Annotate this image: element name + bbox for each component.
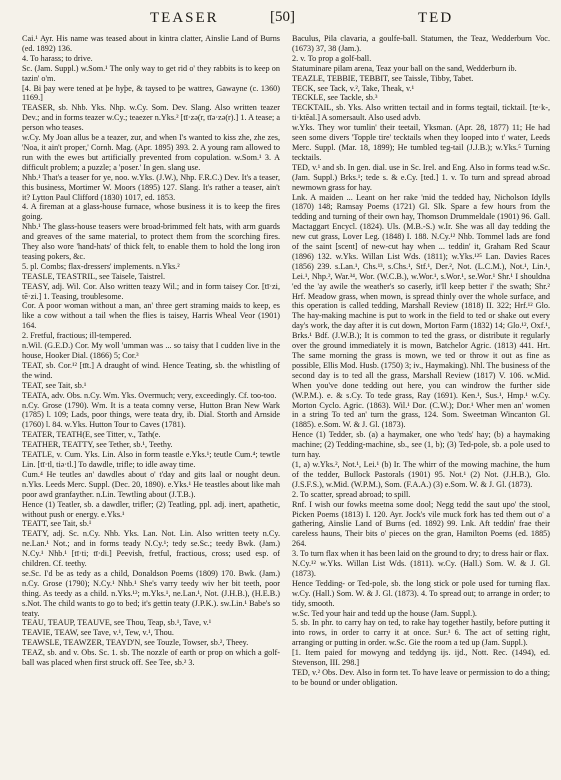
dictionary-entry: TECKLE, see Tackle, sb.³ [292,93,378,103]
dictionary-entry: TED, v.² Obs. Dev. Also in form tet. To have leave or permission to do a thing; to be bound or under obligation. [292,668,550,687]
dictionary-entry: Cor. A poor woman without a man, an' three gert straming maids to keep, es like a cow without a tail when the flies is taisey, Harris Wheal Veor (1901) 164. [22,301,280,331]
dictionary-entry: TEATA, adv. Obs. n.Cy. Wm. Yks. Overmuch; very, exceedingly. Cf. too-too. [22,390,277,400]
page-number: [50] [270,9,295,25]
dictionary-entry: 5. pl. Combs; flax-dressers' implements. n.Yks.² [22,261,180,271]
dictionary-entry: Hence (1) Tedder, sb. (a) a haymaker, one who 'teds' hay; (b) a haymaking machine; (2) Tedding-machine, sb., see (1, b); (3) Ted-pole, sb. a pole used to turn hay. [292,430,550,460]
left-column [22,34,280,774]
dictionary-entry: Statuminare pilam arena, Teaz your ball on the sand, Wedderburn ib. [292,63,517,73]
dictionary-entry: TEATER, TEATH(E, see Titter, v., Tath(e. [22,430,161,440]
right-column [292,34,550,774]
running-headword-left: TEASER [150,10,219,26]
dictionary-entry: n.Cy. Grose (1790). Wm. It is a teata comny verse, Hutton Bran New Wark (1785) l. 109; Lads, poor things, were teata dry, ib. Dial. Storth and Arnside (1760) l. 84. w.Yks. Hutton Tour to Caves (1781). [22,400,280,430]
dictionary-entry: TEASLE, TEASTRIL, see Taisele, Taistrel. [22,271,166,281]
dictionary-entry: w.Yks. They wor tumlin' their teetail, Yksman. (Apr. 28, 1877) 11; He had seen some divers 'Topple tire' tecktails when they looped into t' water, Leeds Merc. Suppl. (Mar. 18, 1899); He tumbled teg-tail (J.J.B.); w.Yks.⁵ Turning tecktails. [292,123,550,162]
dictionary-entry: TEAVIE, TEAW, see Tave, v.¹, Tew, v.¹, Thou. [22,628,174,638]
dictionary-entry: Nhb.¹ The glass-house teasers were broad-brimmed felt hats, with arm guards and greaves of the same material, to protect them from the scorching fires. They also wore 'hand-hats' of thick felt, to enable them to hold the long iron teasing pokers, &c. [22,222,280,261]
dictionary-entry: Hence Tedding- or Ted-pole, sb. the long stick or pole used for turning flax. w.Cy. (Hall.) Som. W. & J. Gl. (1873). 4. To spread out; to arrange in order; to tidy, smooth. [292,578,550,608]
dictionary-entry: TEAU, TEAUP, TEAUVE, see Thou, Teap, sb.¹, Tave, v.¹ [22,618,212,628]
dictionary-entry: 4. To harass; to drive. [22,53,93,63]
dictionary-entry: N.Cy.¹² w.Yks. Willan List Wds. (1811). w.Cy. (Hall.) Som. W. & J. Gl. (1873). [292,559,550,578]
dictionary-entry: Cum.⁴ He teutles an' dawdles about o' t'day and gits laal or nought deun. n.Yks. Leeds Merc. Suppl. (Dec. 20, 1890). e.Yks.¹ He teastles about like mah poor awd granfayther. n.Lin. Tewtling about (J.T.B.). [22,469,280,499]
dictionary-entry: Sc. (Jam. Suppl.) w.Som.¹ The only way to get rid o' they rabbits is to keep on tazin' o'm. [22,63,280,83]
dictionary-entry: TEASER, sb. Nhb. Yks. Nhp. w.Cy. Som. Dev. Slang. Also written teazer Dev.; and in forms teazer w.Cy.; teaezer n.Yks.² [tī·zə(r, tīə·zə(r).] 1. A tease; a person who teases. [22,103,280,133]
dictionary-entry: TEAZLE, TEBBIE, TEBBIT, see Taissle, Tibby, Tabet. [292,73,474,83]
dictionary-entry: Cai.¹ Ayr. His name was teased about in kintra clatter, Ainslie Land of Burns (ed. 1892) 136. [22,34,280,53]
dictionary-entry: w.Cy. My Joan allus be a teazer, zur, and when I's wanted to kiss zhe, zhe zes, 'Noa, it ain't proper,' Cornh. Mag. (Apr. 1895) 393. 2. A young ram allowed to run with the ewes but artificially prevented from copulation. w.Som.¹ 3. A difficult problem; a puzzle; a 'poser.' In gen. slang use. [22,133,280,172]
dictionary-entry: TEAZ, sb. and v. Obs. Sc. 1. sb. The nozzle of earth or prop on which a golf-ball was placed when first struck off. See Tee, sb.² 3. [22,648,280,668]
dictionary-entry: w.Sc. Ted your hair and tedd up the house (Jam. Suppl.). [292,608,477,618]
dictionary-entry: Baculus, Pila clavaria, a goulfe-ball. Statumen, the Teaz, Wedderburn Voc. (1673) 37, 38 (Jam.). [292,34,550,53]
dictionary-entry: Lnk. A maiden ... Leant on her rake 'mid the tedded hay, Nicholson Idylls (1870) 148; Ramsay Poems (1721) Gl. Slk. Spare a few hours from the tedding and turning of their own hay, Thomson Drummeldale (1901) 96. Gall. Mactaggart Encycl. (1824). Uls. (M.B.-S.) w.Ir. She was all day tedding the new cut grass, Lover Leg. (1848) I. 188. N.Cy.¹² Nhb. Tommel lads are fond of the saint [scent] of new-cut hay when ... teddin' it, Graham Red Scaur (1896) 132. w.Yks. Willan List Wds. (1811); w.Yks.¹²⁵ Lan. Davies Races (1856) 239. s.Lan.¹, Chs.¹³, s.Chs.¹, Stf.¹, Der.², Not. (L.C.M.), Not.¹, Lin.¹, Lei.¹, Nhp.², War.³⁴, Wor. (W.C.B.), w.Wor.¹, s.Wor.¹, se.Wor.¹ Shr.¹ I shouldna 'ed the 'ay awile the weather's so caserly, it'll keep better i' the swath; Shr.² Hrf. Meadow grass, when mown, is spread thinly over the whole surface, and this operation is called tedding, Marshall Review (1818) II. 322; Hrf.¹² Glo. The hay-making machine is put to work in the field to ted or shake out every day's work, the day after it is cut down, Morton Farm (1832) 14; Glo.¹², Oxf.¹, Brks.¹ Bdf. (J.W.B.); It is common to ted the grass, or distribute it regularly over the ground immediately it is mown, Batchelor Agric. (1813) 441. Hrt. The same morning the grass is mown, we ted or throw it out as fine as possible, Ellis Mod. Husb. (1750) 3; iv., Haymaking). Nhl. The business of the second day is to ted all the grass, Marshall Review (1817) V. 106. w.Mid. When you've done tedding out here, you can windrow the further side (W.P.M.). e. & s.Cy. To tede grass, Ray (1691). Ken.¹, Sus.¹, Hmp.¹ w.Cy. Morton Cyclo. Agric. (1863). Wil.¹ Dor. (C.W.); Dor.¹ Wher men an' women in a string To ted an' turn the grass, 124. Som. Sweetman Wincanton Gl. (1885). e.Som. W. & J. Gl. (1873). [292,192,550,430]
dictionary-entry: TECK, see Tack, v.², Take, Theak, v.¹ [292,83,415,93]
dictionary-entry: 3. To turn flax when it has been laid on the ground to dry; to dress hair or flax. [292,549,549,559]
dictionary-entry: TEAWSLE, TEAWZER, TEAYD'N, see Touzle, Towser, sb.², Theey. [22,638,249,648]
dictionary-entry: TEATLE, v. Cum. Yks. Lin. Also in form teastle e.Yks.¹; teutle Cum.⁴; tewtle Lin. [tī·tl, tiə·tl.] To dawdle, trifle; to idle away time. [22,450,280,469]
dictionary-entry: Nhb.¹ That's a teaser for ye, noo. w.Yks. (J.W.), Nhp. F.R.C.) Dev. It's a teaser, this business, Mortimer W. Moors (1895) 127. Slang. It's rather a teaser, ain't it? Lytton Paul Clifford (1830) 1017, ed. 1853. [22,172,280,202]
running-headword-right: TED [418,10,454,26]
dictionary-entry: TEATT, see Tait, sb.¹ [22,519,92,529]
dictionary-entry: 2. v. To prop a golf-ball. [292,53,372,63]
dictionary-entry: TECKTAIL, sb. Yks. Also written tectail and in forms tegtail, ticktail. [te·k-, ti·ktēal.] A somersault. Also used advb. [292,103,550,123]
dictionary-entry: n.Wil. (G.E.D.) Cor. My woll 'umman was ... so taisy that I cudden live in the house, Hooker Dial. (1866) 5; Cor.³ [22,341,280,360]
dictionary-entry: Hence (1) Teatler, sb. a dawdler, trifler; (2) Teatling, ppl. adj. inert, apathetic, without push or energy. e.Yks.¹ [22,499,280,519]
dictionary-entry: 2. To scatter, spread abroad; to spill. [292,489,411,499]
page-header [0,0,561,34]
dictionary-entry: se.Sc. I'd be as tedy as a child, Donaldson Poems (1809) 170. Bwk. (Jam.) n.Cy. Grose (1790); N.Cy.¹ Nhb.¹ She's varry teedy wiv her bit teeth, poor thing. As teedy as a child. n.Yks.¹²; m.Yks.¹, ne.Lan.¹, Not. (J.H.B.), (H.E.B.) s.Not. The child wants to go to bed; it's gettin teaty (J.P.K.). sw.Lin.¹ Babe's so teaty. [22,568,280,618]
dictionary-entry: TEAT, sb. Cor.¹² [tīt.] A draught of wind. Hence Teating, sb. the whistling of the wind. [22,360,280,380]
dictionary-entry: TEATHER, TEATTY, see Tether, sb.¹, Teethy. [22,440,173,450]
dictionary-entry: 2. Fretful, fractious; ill-tempered. [22,331,132,341]
dictionary-entry: [4. Bi þay were tened at þe hyþe, & taysed to þe wattreз, Gawayne (c. 1360) 1169.] [22,83,280,103]
dictionary-entry: 4. A fireman at a glass-house furnace, whose business it is to keep the fires going. [22,202,280,222]
dictionary-entry: TEASY, adj. Wil. Cor. Also written teazy Wil.; and in form taisey Cor. [tī·zi, tē·zi.] 1. Teasing, troublesome. [22,281,280,301]
dictionary-entry: Rnf. I wish our fowks meetna some dool; Negg tedd the saut upo' the stool, Picken Poems (1813) I. 120. Ayr. Jock's vile muck fork has ted them out o' a gathering, Ainslie Land of Burns (ed. 1892) 99. Lnk. Aft teddin' frae their careless hauns, Their bits o' pieces on the gran, Hamilton Poems (ed. 1885) 264. [292,499,550,549]
dictionary-entry: 5. sb. In phr. to carry hay on ted, to rake hay together hastily, before putting it into rows, in order to carry it at once. Sur.¹ 6. The act of setting right, arranging or putting in order. w.Sc. Gie the room a ted up (Jam. Suppl.). [292,618,550,648]
dictionary-entry: TEAT, see Tait, sb.¹ [22,380,87,390]
dictionary-entry: (1, a) w.Yks.², Not.¹, Lei.¹ (b) Ir. The whirr of the mowing machine, the hum of the tedder, Bullock Pastorals (1901) 95. Not.¹ (2) Not. (J.H.B.), Glo. (J.S.F.S.), w.Mid. (W.P.M.), Som. (F.A.A.) (3) e.Som. W. & J. Gl. (1873). [292,459,550,489]
dictionary-entry: [1. Item paied for mowyng and teddyng ijs. ijd., Nott. Rec. (1494), ed. Stevenson, III. 298.] [292,648,550,668]
dictionary-entry: TED, v.¹ and sb. In gen. dial. use in Sc. Irel. and Eng. Also in forms tead w.Sc. (Jam. Suppl.) Brks.¹; tede s. & e.Cy. [ted.] 1. v. To turn and spread abroad newmown grass for hay. [292,162,550,192]
dictionary-entry: TEATY, adj. Sc. n.Cy. Nhb. Yks. Lan. Not. Lin. Also written teety n.Cy. ne.Lan.¹ Not.; and in forms teady N.Cy.¹; tedy se.Sc.; teedy Bwk. (Jam.) N.Cy.¹ Nhb.¹ [tī·ti; tī·di.] Peevish, fretful, fractious, cross; used esp. of children. Cf. teethy. [22,529,280,569]
